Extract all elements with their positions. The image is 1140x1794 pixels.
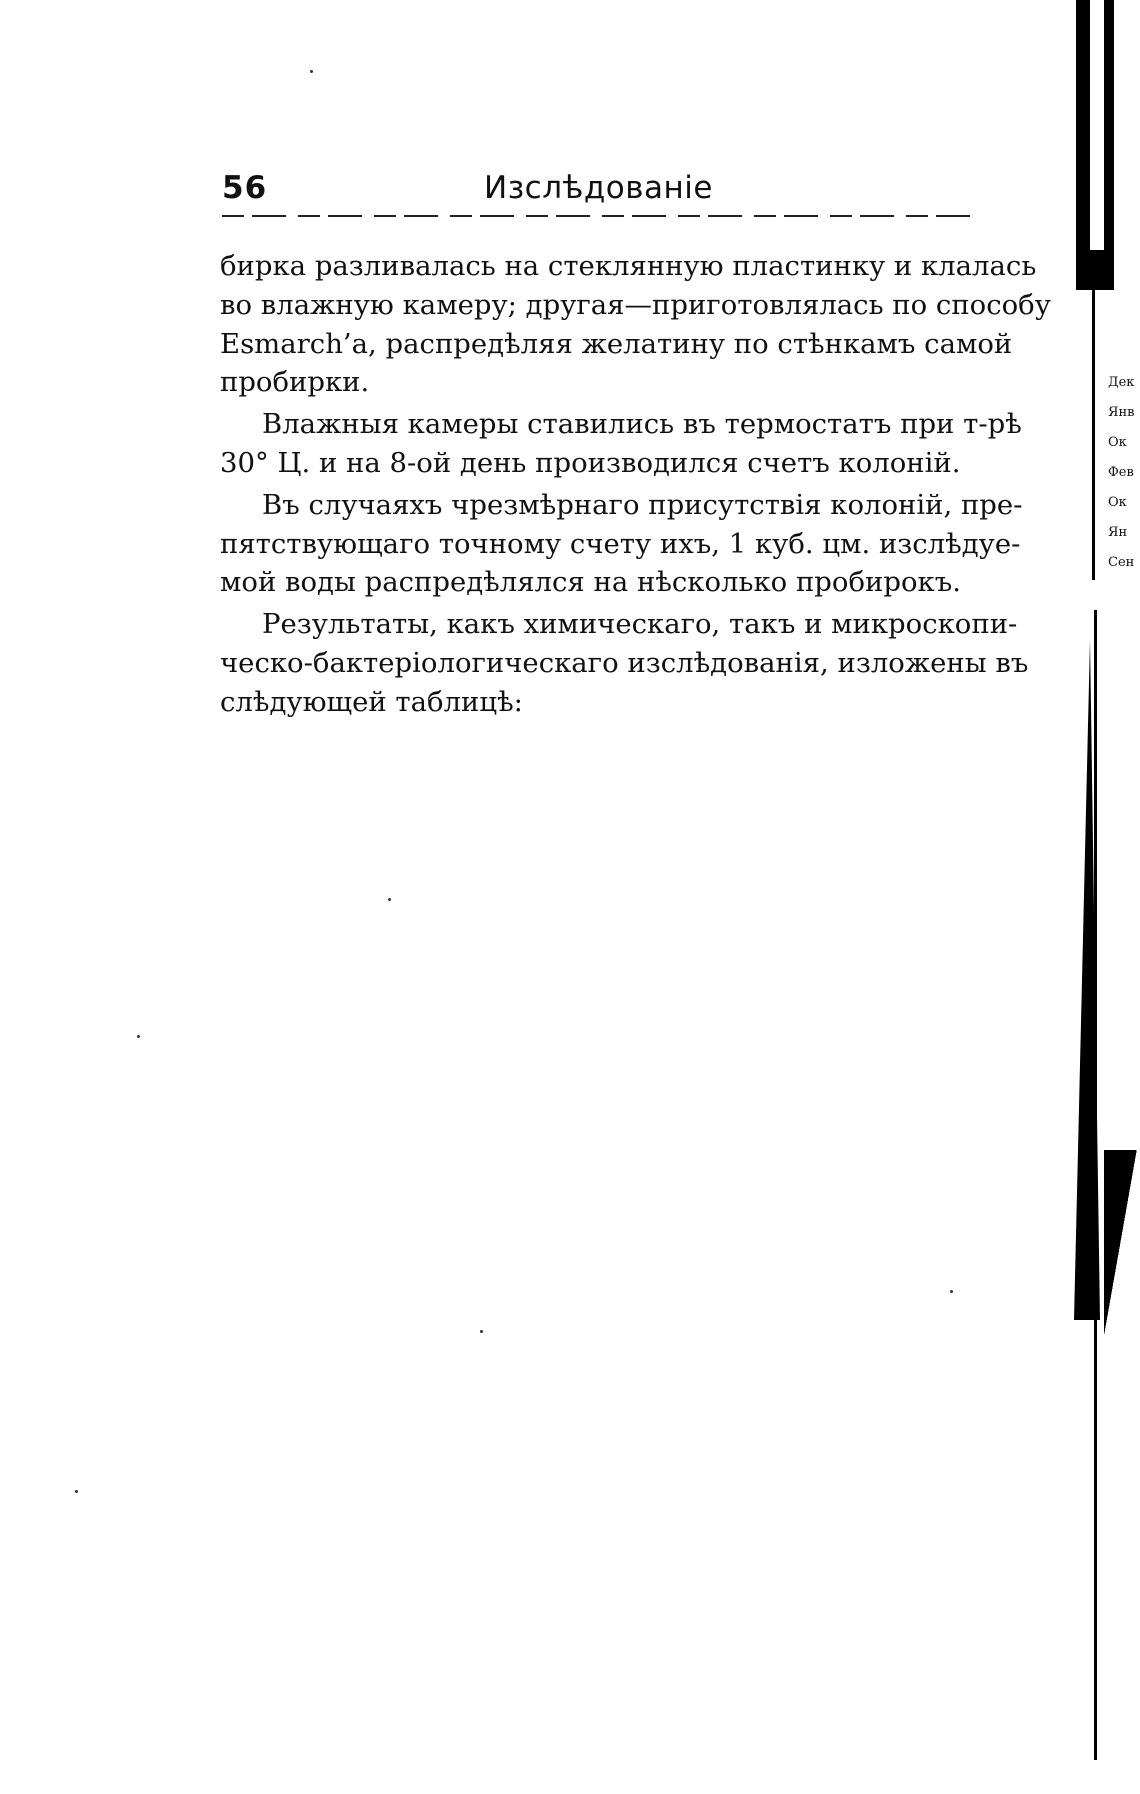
scan-speck	[75, 1490, 78, 1493]
text-line: слѣдующей таблицѣ:	[220, 685, 523, 718]
adjacent-label: Сен	[1108, 555, 1135, 570]
adjacent-page-labels	[1108, 368, 1140, 578]
scan-edge-shadow	[1074, 640, 1100, 1320]
scan-speck	[950, 1290, 953, 1293]
scan-speck	[310, 70, 313, 73]
text-line: 30° Ц. и на 8-ой день производился счетъ колоній.	[220, 446, 961, 479]
adjacent-label: Ок	[1108, 495, 1127, 510]
adjacent-label: Ян	[1108, 525, 1128, 540]
text-line: Въ случаяхъ чрезмѣрнаго присутствія колоній, пре-	[262, 488, 1023, 521]
adjacent-label: Янв	[1108, 405, 1135, 420]
text-line: пятствующаго точному счету ихъ, 1 куб. цм. изслѣдуе-	[220, 527, 1021, 560]
body-text	[220, 247, 1051, 722]
text-line: Влажныя камеры ставились въ термостатъ при т-рѣ	[262, 408, 1022, 441]
scan-speck	[480, 1330, 483, 1333]
running-title: Изслѣдованіе	[484, 170, 713, 206]
adjacent-label: Дек	[1108, 375, 1135, 390]
page-number: 56	[222, 170, 268, 206]
scan-edge-gap	[1090, 0, 1104, 250]
text-line: мой воды распредѣлялся на нѣсколько пробирокъ.	[220, 566, 961, 599]
scan-speck	[137, 1035, 140, 1038]
text-line: ческо-бактеріологическаго изслѣдованія, изложены въ	[220, 646, 1029, 679]
text-line: Esmarch’a, распредѣляя желатину по стѣнкамъ самой	[220, 327, 1013, 360]
scan-edge-line	[1092, 290, 1095, 580]
text-line: Результаты, какъ химическаго, такъ и микроскопи-	[262, 608, 1018, 641]
scan-edge-shadow	[1104, 1150, 1140, 1410]
text-line: пробирки.	[220, 366, 370, 399]
scan-speck	[388, 898, 391, 901]
adjacent-label: Фев	[1108, 465, 1134, 480]
page-header	[222, 170, 977, 218]
header-rule	[222, 215, 977, 217]
adjacent-label: Ок	[1108, 435, 1127, 450]
text-line: бирка разливалась на стеклянную пластинку и клалась	[220, 250, 1037, 282]
text-line: во влажную камеру; другая—приготовлялась по способу	[220, 288, 1051, 321]
